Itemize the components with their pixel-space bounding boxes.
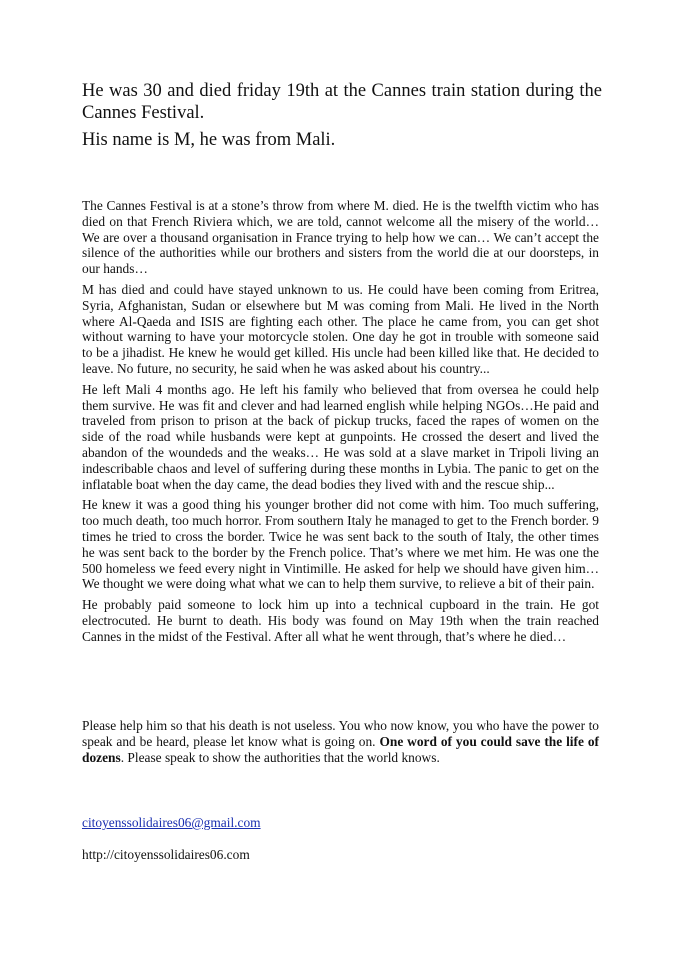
- appeal-bold-text: One word of you could save the life of dozens: [82, 733, 600, 765]
- website-url: http://citoyenssolidaires06.com: [82, 847, 250, 862]
- email-link[interactable]: citoyenssolidaires06@gmail.com: [82, 815, 261, 830]
- article-body: [82, 198, 599, 650]
- paragraph-intro: The Cannes Festival is at a stone’s throw from where M. died. He is the twelfth victim who has died on that French Riviera which, we are told, cannot welcome all the misery of the world… We are over a thousand organisation in France trying to help how we can… We can’t accept the silence of the authorities while our brothers and sisters from the world die at our doorsteps, in our hands…: [82, 198, 599, 277]
- paragraph-journey: He left Mali 4 months ago. He left his family who believed that from oversea he could help them survive. He was fit and clever and had learned english while helping NGOs…He paid and traveled from prison to prison at the back of pickup trucks, faced the rapes of women on the side of the road while husbands were kept at gunpoints. He crossed the desert and lived the abandon of the woundeds and the weaks… He was sold at a slave market in Tripoli living an indescribable chaos and level of suffering during these months in Lybia. The panic to get on the inflatable boat when the day came, the dead bodies they lived with and the rescue ship...: [82, 381, 599, 492]
- appeal-text-end: . Please speak to show the authorities that the world knows.: [120, 749, 440, 765]
- paragraph-origin: M has died and could have stayed unknown to us. He could have been coming from Eritrea, Syria, Afghanistan, Sudan or elsewhere but M was coming from Mali. He lived in the North where Al-Qaeda and ISIS are fighting each other. The place he came from, you can get shot without warning to have your motorcycle stolen. One day he got in trouble with someone said to be a jihadist. He knew he would get killed. His uncle had been killed like that. He decided to leave. No future, no security, he said when he was asked about his country...: [82, 281, 599, 376]
- paragraph-death: He probably paid someone to lock him up into a technical cupboard in the train. He got electrocuted. He burnt to death. His body was found on May 19th when the train reached Cannes in the midst of the Festival. After all what he went through, that’s where he died…: [82, 597, 599, 644]
- appeal-paragraph: [82, 718, 599, 765]
- heading-line-2: His name is M, he was from Mali.: [82, 130, 336, 150]
- heading-line-1: He was 30 and died friday 19th at the Cannes train station during the Cannes Festival.: [82, 81, 602, 123]
- appeal-text-start: Please help him so that his death is not useless. You who now know, you who have the power to speak and be heard, please let know what is going on.: [82, 718, 599, 749]
- paragraph-border: He knew it was a good thing his younger brother did not come with him. Too much suffering, too much death, too much horror. From southern Italy he managed to get to the French border. 9 times he tried to cross the border. Twice he was sent back to the south of Italy, the other times he was sent back to the border by the French police. That’s where we met him. He was one the 500 homeless we feed every night in Vintimille. He asked for help we should have given him… We thought we were doing what what we can to help them survive, to relieve a bit of their pain.: [82, 497, 599, 592]
